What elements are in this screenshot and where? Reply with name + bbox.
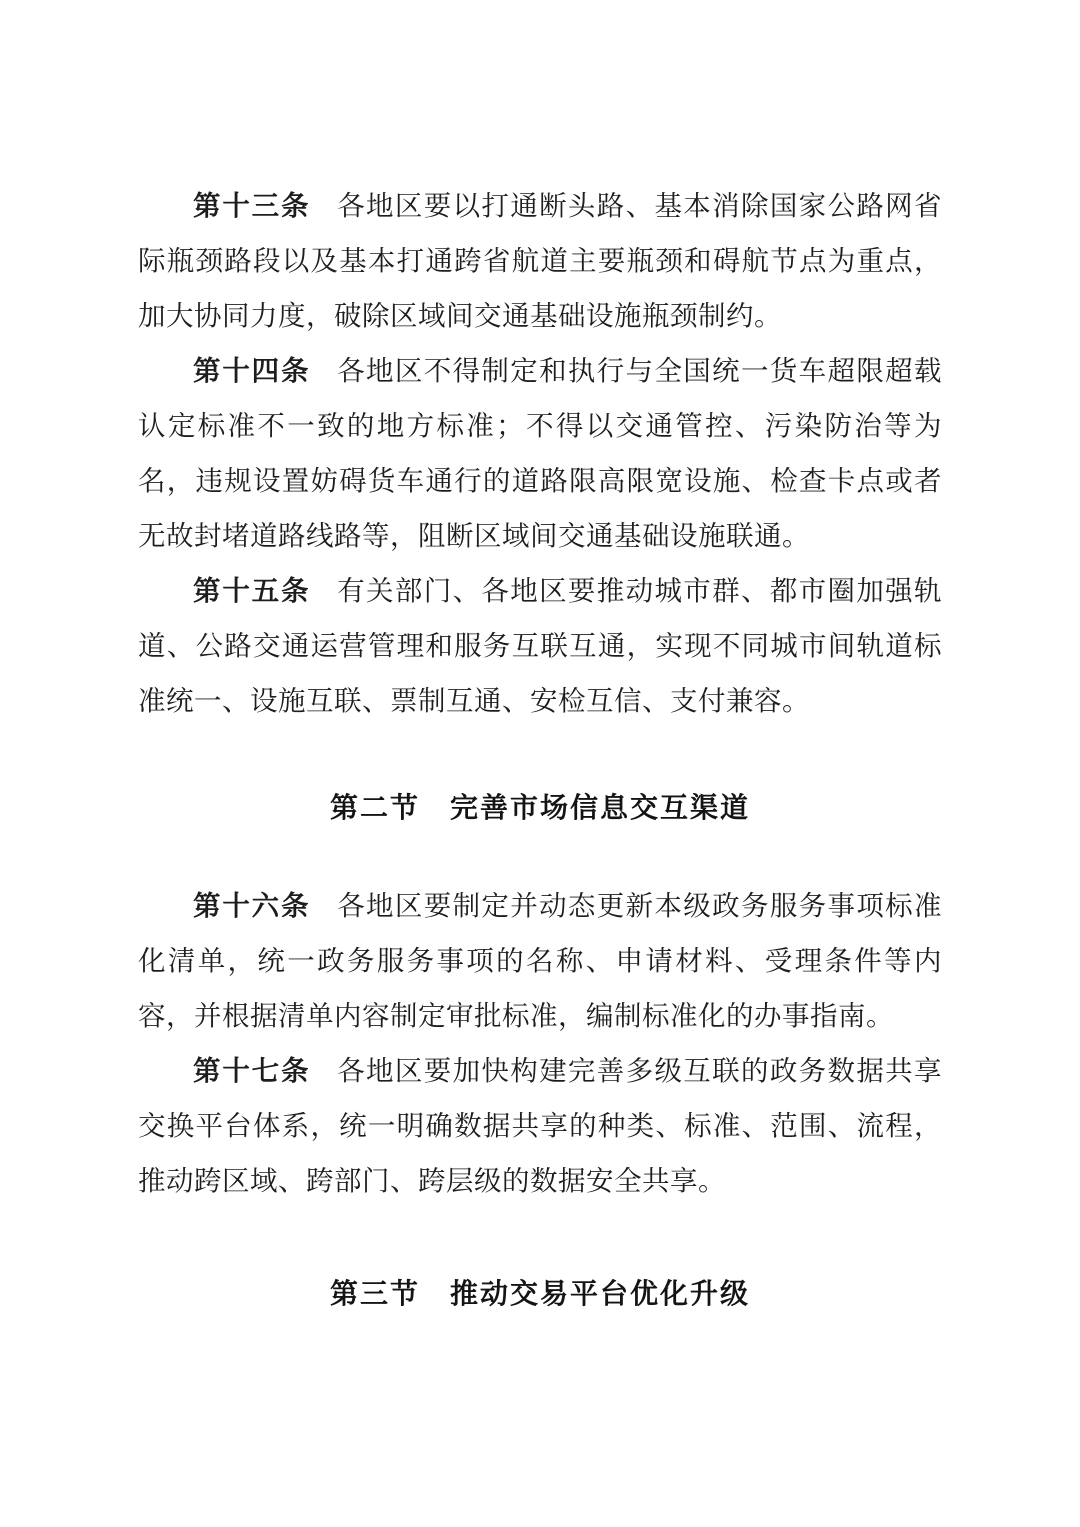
- article-text: 有关部门、各地区要推动城市群、都市圈加强轨道、公路交通运营管理和服务互联互通，实现不同城市间轨道标准统一、设施互联、票制互通、安检互信、支付兼容。: [138, 575, 943, 716]
- article-label: 第十七条: [193, 1055, 311, 1086]
- article-label: 第十五条: [193, 575, 311, 606]
- article-paragraph: [138, 1043, 942, 1208]
- section-heading: [138, 1272, 942, 1312]
- section-number: 第三节: [329, 1279, 420, 1310]
- article-paragraph: [138, 563, 942, 728]
- section-title: 完善市场信息交互渠道: [450, 793, 751, 824]
- section-heading: [138, 786, 942, 826]
- article-text: 各地区不得制定和执行与全国统一货车超限超载认定标准不一致的地方标准；不得以交通管控、污染防治等为名，违规设置妨碍货车通行的道路限高限宽设施、检查卡点或者无故封堵道路线路等，阻断区域间交通基础设施联通。: [138, 355, 943, 551]
- spacer: [138, 1208, 942, 1272]
- spacer: [138, 826, 942, 878]
- article-paragraph: [138, 178, 942, 343]
- article-label: 第十四条: [193, 355, 311, 386]
- article-text: 各地区要制定并动态更新本级政务服务事项标准化清单，统一政务服务事项的名称、申请材料、受理条件等内容，并根据清单内容制定审批标准，编制标准化的办事指南。: [138, 890, 943, 1031]
- article-label: 第十三条: [193, 190, 311, 221]
- document-body: [138, 178, 942, 1312]
- article-text: 各地区要以打通断头路、基本消除国家公路网省际瓶颈路段以及基本打通跨省航道主要瓶颈和碍航节点为重点，加大协同力度，破除区域间交通基础设施瓶颈制约。: [138, 190, 943, 331]
- spacer: [138, 728, 942, 786]
- article-text: 各地区要加快构建完善多级互联的政务数据共享交换平台体系，统一明确数据共享的种类、标准、范围、流程，推动跨区域、跨部门、跨层级的数据安全共享。: [138, 1055, 943, 1196]
- article-paragraph: [138, 878, 942, 1043]
- article-label: 第十六条: [193, 890, 311, 921]
- section-title: 推动交易平台优化升级: [450, 1279, 751, 1310]
- article-paragraph: [138, 343, 942, 563]
- section-number: 第二节: [329, 793, 420, 824]
